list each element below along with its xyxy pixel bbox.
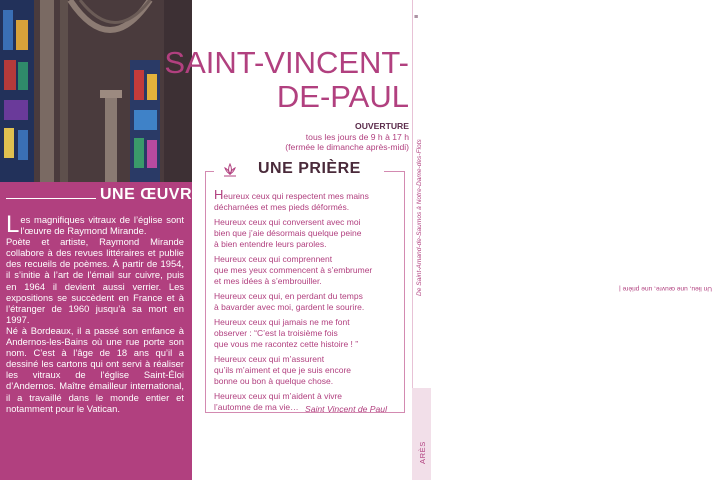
running-header bbox=[412, 0, 712, 300]
prayer-verse-2: Heureux ceux qui conversent avec moi bien que j’aie désormais quelque peine à bien entendre leurs paroles. bbox=[214, 217, 362, 249]
oeuvre-paragraph-1-text: es magnifiques vitraux de l’église sont l’œuvre de Raymond Mirande. bbox=[20, 214, 184, 237]
prayer-verse-4: Heureux ceux qui, en perdant du temps à bavarder avec moi, gardent le sourire. bbox=[214, 291, 365, 312]
page-title-line-2: DE-PAUL bbox=[276, 79, 409, 114]
prayer-cap: H bbox=[214, 187, 224, 202]
opening-line-1: tous les jours de 9 h à 17 h bbox=[305, 131, 409, 142]
running-header-italic: De Saint-Amand-de-Saumos à Notre-Dame-des-Flots bbox=[416, 139, 423, 296]
page-title bbox=[89, 46, 409, 114]
running-header-text bbox=[416, 139, 712, 296]
opening-hours bbox=[209, 121, 409, 153]
opening-line-2: (fermée le dimanche après-midi) bbox=[285, 142, 409, 152]
lotus-ornament-icon bbox=[222, 162, 238, 178]
prayer-verse-1-text: eureux ceux qui respectent mes mains décharnées et mes pieds déformés. bbox=[214, 191, 369, 212]
running-header-plain: Un lieu, une œuvre, une prière | bbox=[619, 285, 712, 292]
oeuvre-text bbox=[6, 211, 184, 414]
dropcap: L bbox=[6, 211, 20, 238]
section-title-oeuvre: UNE ŒUVRE bbox=[100, 186, 204, 203]
prayer-verse-5: Heureux ceux qui jamais ne me font observer : “C’est la troisième fois que vous me racontez cette histoire ! ” bbox=[214, 317, 359, 349]
page-title-line-1: SAINT-VINCENT- bbox=[164, 45, 409, 80]
side-band-tab bbox=[412, 388, 431, 480]
prayer-text bbox=[214, 189, 398, 417]
prayer-verse-3: Heureux ceux qui comprennent que mes yeux commencent à s’embrumer et mes idées à s’embrouiller. bbox=[214, 254, 373, 286]
left-title-rule bbox=[6, 198, 96, 199]
oeuvre-paragraph-3: Né à Bordeaux, il a passé son enfance à Andernos-les-Bains où une rue porte son nom. C’est à l’âge de 18 ans qu’il a dessiné les cartons qui ont servi à réaliser les vitraux de l’église Saint-Éloi d’Andernos. Maître émailleur international, il a travaillé dans le monde entier et notamment pour le Vatican. bbox=[6, 324, 184, 414]
prayer-verse-7: Heureux ceux qui m’aident à vivre l’automne de ma vie… bbox=[214, 391, 343, 412]
page-marker-icon: ≡ bbox=[414, 14, 419, 21]
oeuvre-paragraph-1 bbox=[6, 211, 184, 238]
prayer-verse-1 bbox=[214, 189, 398, 213]
prayer-verse-6: Heureux ceux qui m’assurent qu’ils m’aiment et que je suis encore bonne ou bon à quelque chose. bbox=[214, 354, 352, 386]
prayer-signature: Saint Vincent de Paul bbox=[304, 404, 387, 414]
oeuvre-paragraph-2: Poète et artiste, Raymond Mirande collabore à des revues littéraires et publie des recueils de poèmes. À partir de 1954, il s’initie à l’art de l’émail sur cuivre, puis en 1964 il devient aussi verrier. Les expositions se succèdent en France et à l’étranger de 1960 jusqu’à sa mort en 1997. bbox=[6, 236, 184, 325]
section-title-priere: UNE PRIÈRE bbox=[258, 160, 361, 177]
section-tab-label: ARÈS bbox=[418, 441, 427, 464]
opening-label: OUVERTURE bbox=[355, 121, 409, 131]
